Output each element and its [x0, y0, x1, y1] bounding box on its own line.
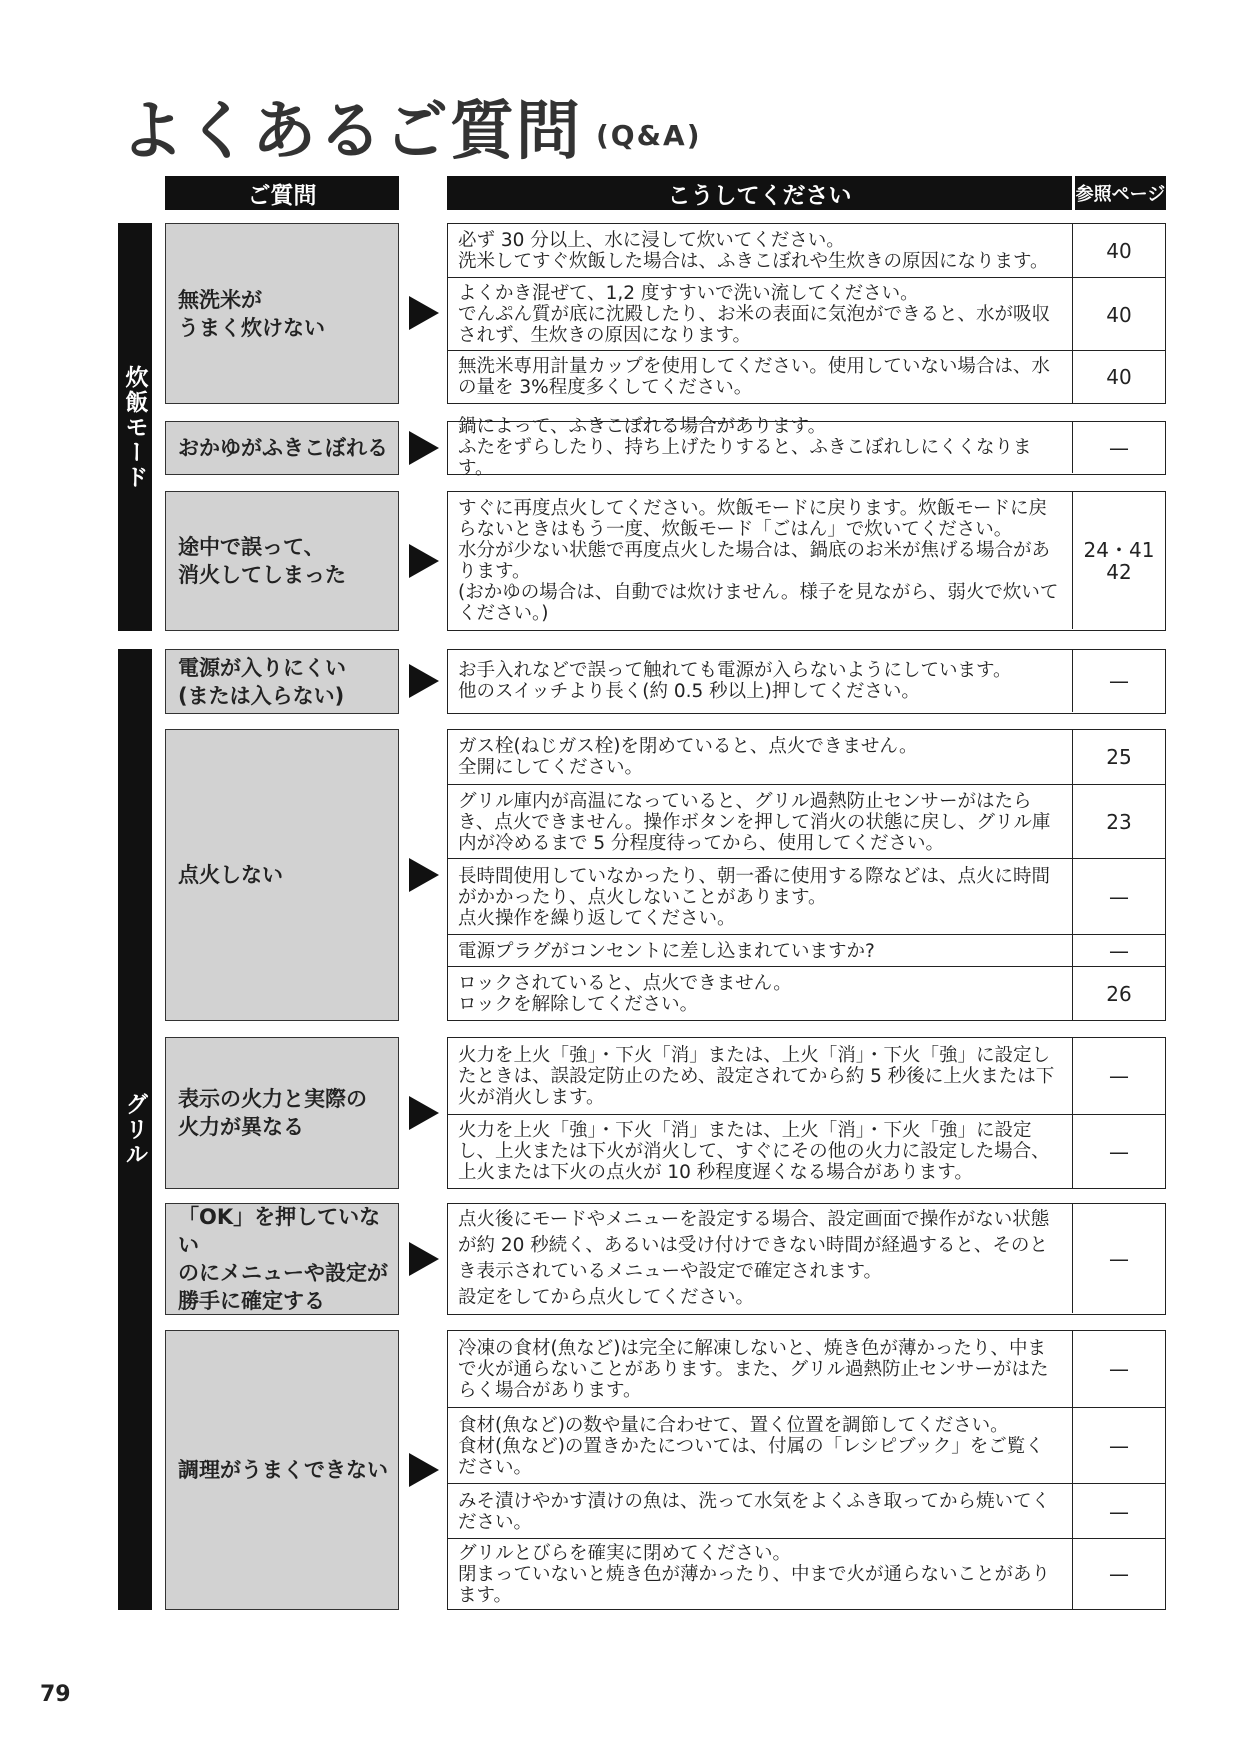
answer-row	[448, 1407, 1165, 1484]
question-text: 調理がうまくできない	[178, 1458, 388, 1482]
answer-group	[447, 1330, 1166, 1610]
answer-text: 長時間使用していなかったり、朝一番に使用する際などは、点火に時間がかかったり、点火しないことがあります。 点火操作を繰り返してください。	[448, 859, 1073, 935]
answer-row	[448, 277, 1165, 351]
ref-page: —	[1109, 1499, 1129, 1524]
arrow-right-icon	[409, 664, 439, 698]
answer-row	[448, 224, 1165, 277]
ref-page: 25	[1106, 745, 1132, 769]
header-ref: 参照ページ	[1075, 176, 1166, 210]
answer-group	[447, 729, 1166, 1021]
question-text: 「OK」を押していない のにメニューや設定が 勝手に確定する	[178, 1205, 388, 1313]
answer-row	[448, 966, 1165, 1020]
answer-row	[448, 1483, 1165, 1539]
question-text: 途中で誤って、 消火してしまった	[178, 535, 346, 587]
question-box	[165, 1037, 399, 1189]
ref-page: —	[1109, 1357, 1129, 1381]
ref-page: —	[1109, 435, 1129, 460]
answer-text: ガス栓(ねじガス栓)を閉めていると、点火できません。 全開にしてください。	[448, 730, 1073, 784]
answer-row	[448, 934, 1165, 967]
page-title-sub: (Q&A)	[596, 118, 702, 152]
answer-text: 無洗米専用計量カップを使用してください。使用していない場合は、水の量を 3%程度多くしてください。	[448, 351, 1073, 403]
answer-text: すぐに再度点火してください。炊飯モードに戻ります。炊飯モードに戻らないときはもう一度、炊飯モード「ごはん」で炊いてください。 水分が少ない状態で再度点火した場合は、鍋底のお米が焦げる場合があります。 (おかゆの場合は、自動では炊けません。様子を見ながら、弱火で炊いてください。)	[448, 492, 1073, 629]
arrow-right-icon	[409, 858, 439, 892]
answer-row	[448, 1204, 1165, 1313]
ref-page: —	[1109, 1246, 1129, 1271]
answer-row	[448, 1038, 1165, 1114]
answer-group	[447, 1203, 1166, 1315]
ref-page: 40	[1106, 238, 1132, 263]
answer-row	[448, 784, 1165, 859]
answer-text: みそ漬けやかす漬けの魚は、洗って水気をよくふき取ってから焼いてください。	[448, 1484, 1073, 1539]
arrow-right-icon	[409, 544, 439, 578]
answer-group	[447, 416, 1166, 479]
answer-text: 冷凍の食材(魚など)は完全に解凍しないと、焼き色が薄かったり、中まで火が通らないことがあります。また、グリル過熱防止センサーがはたらく場合があります。	[448, 1331, 1073, 1407]
question-box	[165, 491, 399, 631]
question-text: 表示の火力と実際の 火力が異なる	[178, 1087, 367, 1139]
answer-row	[448, 730, 1165, 784]
ref-page: 23	[1106, 810, 1132, 834]
answer-text: ロックされていると、点火できません。 ロックを解除してください。	[448, 967, 1073, 1020]
arrow-right-icon	[409, 1242, 439, 1276]
ref-page: —	[1109, 939, 1129, 963]
ref-page: —	[1109, 1434, 1129, 1458]
answer-text: 必ず 30 分以上、水に浸して炊いてください。 洗米してすぐ炊飯した場合は、ふきこぼれや生炊きの原因になります。	[448, 224, 1073, 277]
answer-text: 鍋によって、ふきこぼれる場合があります。 ふたをずらしたり、持ち上げたりすると、ふきこぼれしにくくなります。	[448, 422, 1073, 473]
answer-row	[448, 416, 1165, 479]
question-box	[165, 223, 399, 404]
answer-group	[447, 491, 1166, 631]
answer-text: よくかき混ぜて、1,2 度すすいで洗い流してください。 でんぷん質が底に沈殿したり、お米の表面に気泡ができると、水が吸収されず、生炊きの原因になります。	[448, 278, 1073, 351]
answer-row	[448, 650, 1165, 712]
ref-page: —	[1109, 885, 1129, 909]
page-title	[120, 80, 701, 172]
page-number: 79	[40, 1682, 71, 1707]
ref-page: 24・41 42	[1083, 537, 1155, 584]
ref-page: —	[1109, 1562, 1129, 1586]
answer-text: 食材(魚など)の数や量に合わせて、置く位置を調節してください。 食材(魚など)の置きかたについては、付属の「レシピブック」をご覧ください。	[448, 1408, 1073, 1484]
page-title-text: よくあるご質問	[120, 95, 582, 169]
arrow-right-icon	[409, 1453, 439, 1487]
ref-page: —	[1109, 669, 1129, 693]
answer-text: 火力を上火「強」・下火「消」または、上火「消」・下火「強」に設定し、上火または下火が消火して、すぐにその他の火力に設定した場合、上火または下火の点火が 10 秒程度遅くなる場合があります。	[448, 1115, 1073, 1188]
section-label-grill	[118, 649, 152, 1610]
question-text: 電源が入りにくい (または入らない)	[178, 655, 346, 708]
answer-text: グリルとびらを確実に閉めてください。 閉まっていないと焼き色が薄かったり、中まで火が通らないことがあります。	[448, 1539, 1073, 1609]
answer-row	[448, 1538, 1165, 1609]
arrow-right-icon	[409, 431, 439, 465]
answer-row	[448, 350, 1165, 403]
question-box	[165, 1203, 399, 1315]
question-text: 無洗米が うまく炊けない	[178, 287, 325, 340]
answer-row	[448, 858, 1165, 935]
answer-text: 電源プラグがコンセントに差し込まれていますか?	[448, 935, 1073, 967]
ref-page: 26	[1106, 981, 1132, 1006]
question-box	[165, 649, 399, 714]
answer-row	[448, 1331, 1165, 1407]
answer-group	[447, 1037, 1166, 1189]
ref-page: 40	[1106, 302, 1132, 327]
answer-group	[447, 223, 1166, 404]
question-box	[165, 729, 399, 1021]
section-label-rice	[118, 223, 152, 631]
answer-text: お手入れなどで誤って触れても電源が入らないようにしています。 他のスイッチより長く(約 0.5 秒以上)押してください。	[448, 650, 1073, 712]
question-box	[165, 1330, 399, 1610]
answer-text: 点火後にモードやメニューを設定する場合、設定画面で操作がない状態が約 20 秒続く、あるいは受け付けできない時間が経過すると、そのとき表示されているメニューや設定で確定されます。 設定をしてから点火してください。	[448, 1204, 1073, 1313]
question-text: おかゆがふきこぼれる	[178, 436, 388, 460]
answer-text: 火力を上火「強」・下火「消」または、上火「消」・下火「強」に設定したときは、誤設定防止のため、設定されてから約 5 秒後に上火または下火が消火します。	[448, 1038, 1073, 1114]
answer-row	[448, 1114, 1165, 1188]
header-question: ご質問	[165, 176, 399, 210]
header-answer: こうしてください	[447, 176, 1072, 210]
answer-row	[448, 492, 1165, 629]
section-label-text: グリル	[121, 1092, 148, 1167]
ref-page: —	[1109, 1064, 1129, 1088]
ref-page: 40	[1106, 365, 1132, 389]
section-label-text: 炊飯モード	[121, 364, 148, 490]
ref-page: —	[1109, 1139, 1129, 1164]
answer-text: グリル庫内が高温になっていると、グリル過熱防止センサーがはたらき、点火できません。操作ボタンを押して消火の状態に戻し、グリル庫内が冷めるまで 5 分程度待ってから、使用してください。	[448, 785, 1073, 859]
arrow-right-icon	[409, 296, 439, 330]
arrow-right-icon	[409, 1096, 439, 1130]
question-text: 点火しない	[178, 863, 283, 887]
answer-group	[447, 649, 1166, 714]
question-box	[165, 421, 399, 475]
